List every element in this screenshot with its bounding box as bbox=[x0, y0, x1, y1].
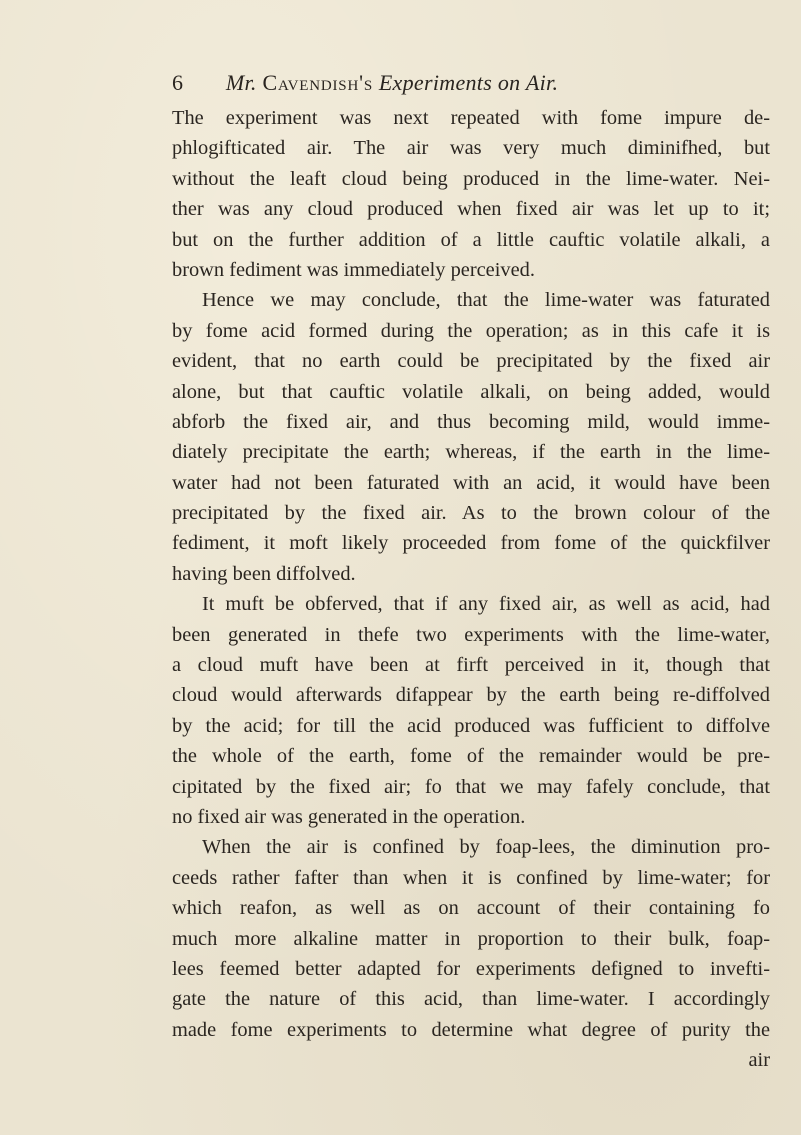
text-line: gate the nature of this acid, than lime-water. I accordingly bbox=[172, 988, 770, 1011]
text-line: having been diffolved. bbox=[172, 562, 356, 585]
text-line: been generated in thefe two experiments with the lime-water, bbox=[172, 623, 770, 646]
text-line: fediment, it moft likely proceeded from fome of the quickfilver bbox=[172, 532, 770, 555]
text-line: precipitated by the fixed air. As to the brown colour of the bbox=[172, 502, 770, 525]
text-line: a cloud muft have been at firft perceived in it, though that bbox=[172, 654, 770, 677]
text-line: the whole of the earth, fome of the remainder would be pre- bbox=[172, 745, 770, 768]
text-line: Hence we may conclude, that the lime-water was faturated bbox=[202, 289, 770, 312]
header-mr: Mr. bbox=[225, 70, 257, 95]
text-line: by fome acid formed during the operation; as in this cafe it is bbox=[172, 319, 770, 342]
text-line: cipitated by the fixed air; fo that we may fafely conclude, that bbox=[172, 775, 770, 798]
text-line: which reafon, as well as on account of their containing fo bbox=[172, 897, 770, 920]
catchword: air bbox=[748, 1049, 770, 1072]
running-header bbox=[172, 70, 672, 100]
text-line: ther was any cloud produced when fixed air was let up to it; bbox=[172, 198, 770, 221]
text-line: It muft be obferved, that if any fixed air, as well as acid, had bbox=[202, 593, 770, 616]
text-line: by the acid; for till the acid produced was fufficient to diffolve bbox=[172, 714, 770, 737]
text-line: When the air is confined by foap-lees, the diminution pro- bbox=[202, 836, 770, 859]
header-author: Cavendish's bbox=[262, 70, 373, 95]
text-line: alone, but that cauftic volatile alkali, on being added, would bbox=[172, 380, 770, 403]
text-line: evident, that no earth could be precipitated by the fixed air bbox=[172, 350, 770, 373]
text-line: without the leaft cloud being produced in the lime-water. Nei- bbox=[172, 167, 770, 190]
text-line: The experiment was next repeated with fome impure de- bbox=[172, 107, 770, 129]
text-line: diately precipitate the earth; whereas, if the earth in the lime- bbox=[172, 441, 770, 464]
text-line: much more alkaline matter in proportion to their bulk, foap- bbox=[172, 927, 770, 950]
text-line: lees feemed better adapted for experiments defigned to invefti- bbox=[172, 957, 770, 980]
text-line: no fixed air was generated in the operation. bbox=[172, 805, 526, 828]
text-line: water had not been faturated with an acid, it would have been bbox=[172, 471, 770, 494]
text-line: abforb the fixed air, and thus becoming mild, would imme- bbox=[172, 410, 770, 433]
text-line: brown fediment was immediately perceived. bbox=[172, 258, 535, 281]
text-line: cloud would afterwards difappear by the earth being re-diffolved bbox=[172, 684, 770, 707]
text-line: made fome experiments to determine what degree of purity the bbox=[172, 1018, 770, 1041]
header-title: Experiments on Air. bbox=[378, 70, 559, 95]
text-line: phlogifticated air. The air was very much diminifhed, but bbox=[172, 137, 770, 160]
text-line: but on the further addition of a little cauftic volatile alkali, a bbox=[172, 228, 770, 251]
body-text bbox=[172, 103, 770, 1076]
page-number: 6 bbox=[172, 70, 184, 95]
text-line: ceeds rather fafter than when it is confined by lime-water; for bbox=[172, 866, 770, 889]
